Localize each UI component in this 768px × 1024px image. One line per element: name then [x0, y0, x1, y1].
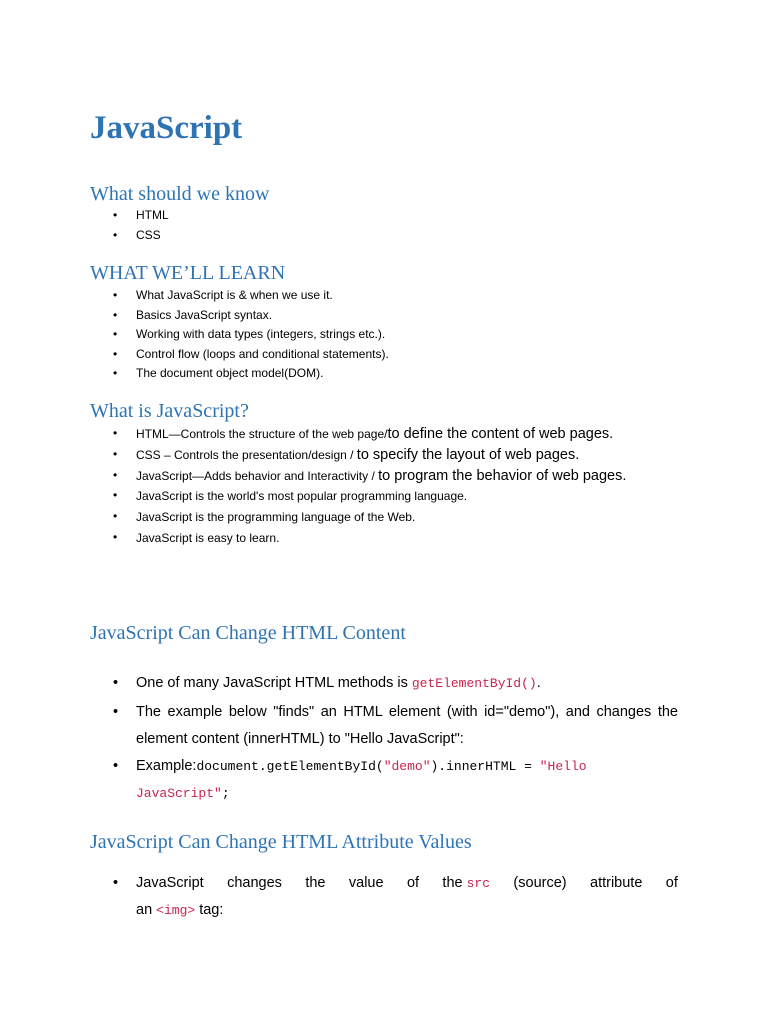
code-getelementbyid: getElementById(): [411, 676, 537, 691]
list-change-attribute-values: [0, 870, 678, 924]
list-item: • CSS: [0, 226, 678, 246]
list-item: • The example below "finds" an HTML element (with id="demo"), and changes the element content (innerHTML) to "Hello JavaScript":: [0, 699, 678, 753]
list-change-html-content: [0, 670, 678, 807]
bullet-icon: •: [113, 704, 119, 720]
page-title: JavaScript: [90, 110, 243, 146]
heading-what-should-we-know: What should we know: [90, 183, 270, 205]
heading-what-is-javascript: What is JavaScript?: [90, 400, 249, 422]
bullet-icon: •: [113, 426, 118, 440]
bullet-icon: •: [113, 366, 118, 381]
list-item: [0, 870, 678, 924]
code-img-tag: <img>: [156, 903, 196, 918]
bullet-icon: •: [113, 227, 118, 242]
bullet-icon: •: [113, 208, 118, 222]
bullet-icon: •: [113, 346, 118, 361]
heading-change-attribute-values: JavaScript Can Change HTML Attribute Values: [90, 831, 472, 853]
list-item: • JavaScript—Adds behavior and Interactivity / to program the behavior of web pages.: [113, 467, 627, 484]
heading-what-well-learn: WHAT WE’LL LEARN: [90, 262, 286, 284]
list-item: • Basics JavaScript syntax.: [0, 306, 678, 326]
attribute-line-2: an <img> tag:: [136, 902, 224, 918]
bullet-icon: •: [113, 758, 119, 774]
list-item: • The document object model(DOM).: [0, 364, 678, 384]
bullet-icon: •: [113, 529, 118, 544]
list-item: • Control flow (loops and conditional statements).: [0, 345, 678, 365]
list-learning-goals: [0, 286, 678, 384]
bullet-icon: •: [113, 307, 118, 322]
code-src: src: [466, 876, 491, 891]
list-item: • JavaScript is the programming language of the Web.: [0, 507, 678, 528]
list-item: • Working with data types (integers, strings etc.).: [0, 325, 678, 345]
bullet-icon: •: [113, 327, 118, 342]
attribute-line-1: JavaScript changes the value of the src (source) attribute of: [136, 875, 678, 891]
bullet-icon: •: [113, 446, 118, 461]
list-item: • One of many JavaScript HTML methods is getElementById().: [0, 670, 678, 697]
bullet-icon: •: [113, 288, 118, 302]
bullet-icon: •: [113, 488, 118, 503]
list-item: • HTML: [0, 206, 678, 226]
bullet-icon: •: [113, 467, 118, 482]
list-item: • HTML—Controls the structure of the web page/to define the content of web pages.: [113, 426, 614, 442]
bullet-icon: •: [113, 675, 119, 691]
list-what-is-javascript: [0, 424, 678, 549]
list-item: • CSS – Controls the presentation/design / to specify the layout of web pages.: [113, 446, 580, 463]
list-item: • JavaScript is easy to learn.: [0, 528, 678, 549]
bullet-icon: •: [113, 875, 119, 891]
list-prerequisites: [0, 206, 678, 245]
list-item: • Example:document.getElementById("demo").innerHTML = "Hello JavaScript";: [0, 753, 678, 807]
bullet-icon: •: [113, 509, 118, 524]
list-item: • JavaScript is the world's most popular programming language.: [0, 486, 678, 507]
list-item: • What JavaScript is & when we use it.: [0, 286, 678, 306]
heading-change-html-content: JavaScript Can Change HTML Content: [90, 622, 406, 644]
